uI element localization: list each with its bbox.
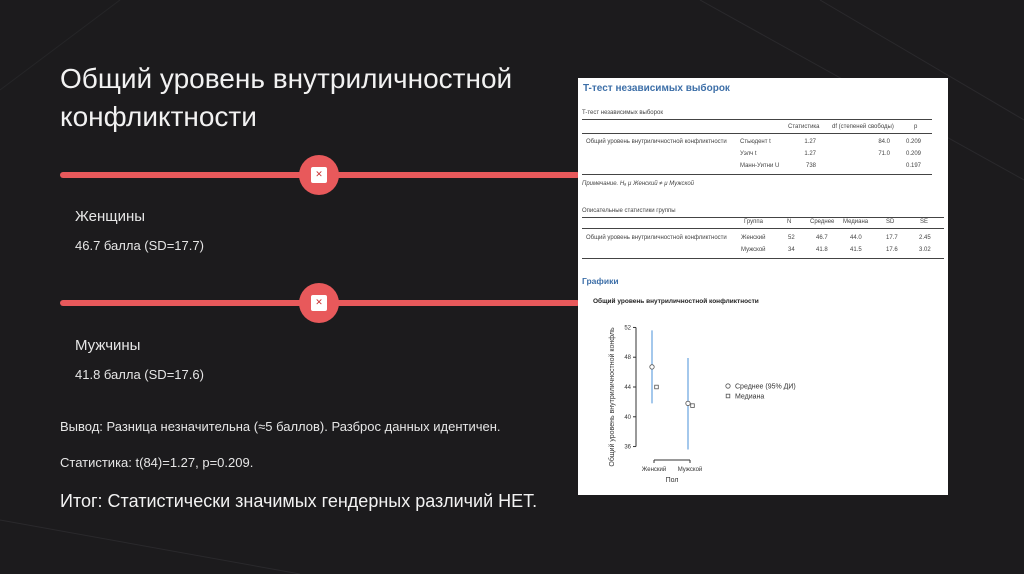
graphs-heading: Графики	[582, 276, 619, 286]
desc-group: Мужской	[741, 247, 766, 253]
ttest-p: 0.209	[906, 139, 922, 145]
ttest-note: Примечание. Hₐ μ Женский ≠ μ Мужской	[582, 181, 694, 187]
ttest-test: Манн-Уитни U	[740, 163, 780, 169]
women-label: Женщины	[75, 208, 146, 225]
ttest-df: 71.0	[878, 151, 890, 157]
ttest-stat: 1.27	[804, 139, 816, 145]
desc-header: Среднее	[810, 219, 835, 225]
desc-header: SE	[920, 219, 929, 225]
panel-title: T-тест независимых выборок	[583, 83, 730, 94]
slide-title: Общий уровень внутриличностной конфликтности	[60, 63, 513, 132]
desc-median: 44.0	[850, 235, 862, 241]
ttest-stat: 738	[805, 163, 816, 169]
desc-sd: 17.6	[886, 247, 898, 253]
broken-image-icon: ✕	[311, 295, 327, 311]
table-rule	[582, 258, 944, 259]
legend-median-label: Медиана	[735, 393, 765, 401]
ttest-test: Стьюдент t	[740, 139, 771, 145]
statistics-text: Статистика: t(84)=1.27, p=0.209.	[60, 455, 254, 470]
y-tick-label: 40	[624, 414, 631, 421]
desc-caption: Описательные статистики группы	[582, 208, 676, 214]
ttest-header: p	[914, 124, 918, 130]
table-rule	[582, 228, 944, 229]
stats-output-panel	[578, 78, 948, 495]
mean-point	[650, 365, 654, 369]
ttest-stat: 1.27	[804, 151, 816, 157]
men-label: Мужчины	[75, 337, 141, 354]
ttest-p: 0.209	[906, 151, 922, 157]
timeline-node	[299, 283, 339, 323]
desc-se: 2.45	[919, 235, 931, 241]
women-value: 46.7 балла (SD=17.7)	[75, 238, 204, 253]
men-value: 41.8 балла (SD=17.6)	[75, 367, 204, 382]
median-point	[691, 404, 695, 408]
x-tick-label: Женский	[641, 467, 667, 473]
desc-group: Женский	[741, 235, 766, 241]
chart-title: Общий уровень внутриличностной конфликтности	[593, 298, 759, 305]
y-tick-label: 44	[624, 385, 631, 391]
desc-header: N	[787, 219, 792, 225]
table-rule	[582, 174, 932, 175]
table-rule	[582, 119, 932, 120]
broken-image-icon: ✕	[311, 167, 327, 183]
ttest-p: 0.197	[906, 163, 922, 169]
desc-mean: 46.7	[816, 235, 828, 241]
y-tick-label: 36	[624, 444, 631, 451]
desc-n: 52	[788, 235, 795, 241]
desc-variable: Общий уровень внутриличностной конфликтности	[586, 235, 727, 241]
desc-header: Группа	[744, 219, 764, 225]
ttest-header: Статистика	[788, 124, 820, 130]
legend-mean-marker	[726, 384, 730, 388]
table-rule	[582, 133, 932, 134]
table-rule	[582, 217, 944, 218]
chart	[578, 308, 948, 495]
conclusion-text: Вывод: Разница незначительна (≈5 баллов). Разброс данных идентичен.	[60, 419, 501, 434]
mean-point	[686, 401, 690, 405]
result-text: Итог: Статистически значимых гендерных различий НЕТ.	[60, 491, 538, 511]
timeline-node	[299, 155, 339, 195]
ttest-test: Уэлч t	[740, 151, 757, 157]
desc-mean: 41.8	[816, 247, 828, 253]
x-axis-label: Пол	[665, 477, 679, 484]
legend-mean-label: Среднее (95% ДИ)	[735, 383, 796, 391]
desc-header: SD	[886, 219, 895, 225]
y-tick-label: 48	[624, 355, 631, 362]
desc-n: 34	[788, 247, 795, 253]
desc-median: 41.5	[850, 247, 862, 253]
ttest-header: df (степеней свободы)	[832, 124, 894, 130]
y-axis-label: Общий уровень внутриличностной конфль	[609, 327, 616, 467]
ttest-caption: T-тест независимых выборок	[582, 110, 663, 116]
y-tick-label: 52	[624, 325, 631, 332]
x-tick-label: Мужской	[677, 467, 703, 473]
ttest-df: 84.0	[878, 139, 890, 145]
desc-sd: 17.7	[886, 235, 898, 241]
ttest-variable: Общий уровень внутриличностной конфликтности	[586, 139, 727, 145]
legend-median-marker	[726, 394, 730, 398]
median-point	[655, 385, 659, 389]
desc-header: Медиана	[843, 219, 869, 225]
desc-se: 3.02	[919, 247, 931, 253]
